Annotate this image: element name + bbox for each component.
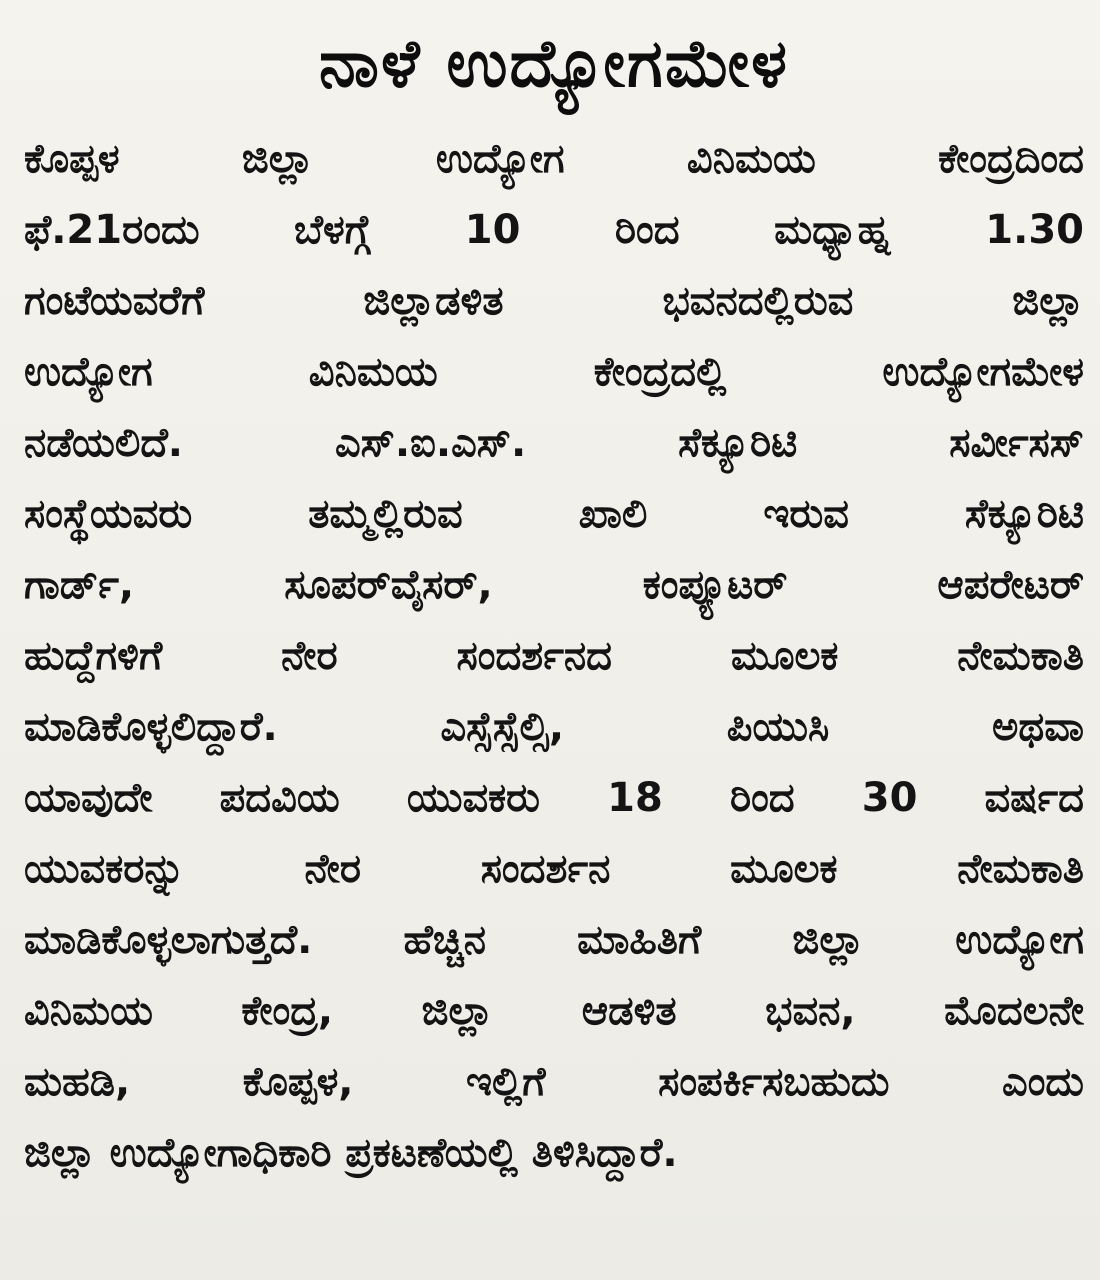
headline: ನಾಳೆ ಉದ್ಯೋಗಮೇಳ: [318, 25, 790, 102]
article-line: ಜಿಲ್ಲಾ ಉದ್ಯೋಗಾಧಿಕಾರಿ ಪ್ರಕಟಣೆಯಲ್ಲಿ ತಿಳಿಸಿದ್ದಾರೆ.: [24, 1130, 678, 1176]
article-line: ಗಾರ್ಡ್, ಸೂಪರ್‌ವೈಸರ್, ಕಂಪ್ಯೂಟರ್ ಆಪರೇಟರ್: [24, 562, 1084, 608]
article-line: ಗಂಟೆಯವರೆಗೆ ಜಿಲ್ಲಾಡಳಿತ ಭವನದಲ್ಲಿರುವ ಜಿಲ್ಲಾ: [24, 278, 1084, 324]
article-line: ಯುವಕರನ್ನು ನೇರ ಸಂದರ್ಶನ ಮೂಲಕ ನೇಮಕಾತಿ: [24, 846, 1084, 892]
article-line: ಮಹಡಿ, ಕೊಪ್ಪಳ, ಇಲ್ಲಿಗೆ ಸಂಪರ್ಕಿಸಬಹುದು ಎಂದು: [24, 1059, 1084, 1105]
article-body: [24, 124, 1084, 1189]
article-line: ಹುದ್ದೆಗಳಿಗೆ ನೇರ ಸಂದರ್ಶನದ ಮೂಲಕ ನೇಮಕಾತಿ: [24, 633, 1084, 679]
article-line: ನಡೆಯಲಿದೆ. ಎಸ್.ಐ.ಎಸ್. ಸೆಕ್ಯೂರಿಟಿ ಸರ್ವೀಸಸ್: [24, 420, 1084, 466]
article-line: ಫೆ.21ರಂದು ಬೆಳಗ್ಗೆ 10 ರಿಂದ ಮಧ್ಯಾಹ್ನ 1.30: [24, 207, 1084, 253]
article-line: ಯಾವುದೇ ಪದವಿಯ ಯುವಕರು 18 ರಿಂದ 30 ವರ್ಷದ: [24, 775, 1084, 821]
article-line: ಮಾಡಿಕೊಳ್ಳಲಿದ್ದಾರೆ. ಎಸ್ಸೆಸ್ಸೆಲ್ಸಿ, ಪಿಯುಸಿ ಅಥವಾ: [24, 704, 1084, 750]
article-line: ಸಂಸ್ಥೆಯವರು ತಮ್ಮಲ್ಲಿರುವ ಖಾಲಿ ಇರುವ ಸೆಕ್ಯೂರಿಟಿ: [24, 491, 1084, 537]
article-line: ಉದ್ಯೋಗ ವಿನಿಮಯ ಕೇಂದ್ರದಲ್ಲಿ ಉದ್ಯೋಗಮೇಳ: [24, 349, 1084, 395]
article-line: ಮಾಡಿಕೊಳ್ಳಲಾಗುತ್ತದೆ. ಹೆಚ್ಚಿನ ಮಾಹಿತಿಗೆ ಜಿಲ್ಲಾ ಉದ್ಯೋಗ: [24, 917, 1084, 963]
article-line: ಕೊಪ್ಪಳ ಜಿಲ್ಲಾ ಉದ್ಯೋಗ ವಿನಿಮಯ ಕೇಂದ್ರದಿಂದ: [24, 136, 1084, 182]
article-line: ವಿನಿಮಯ ಕೇಂದ್ರ, ಜಿಲ್ಲಾ ಆಡಳಿತ ಭವನ, ಮೊದಲನೇ: [24, 988, 1084, 1034]
